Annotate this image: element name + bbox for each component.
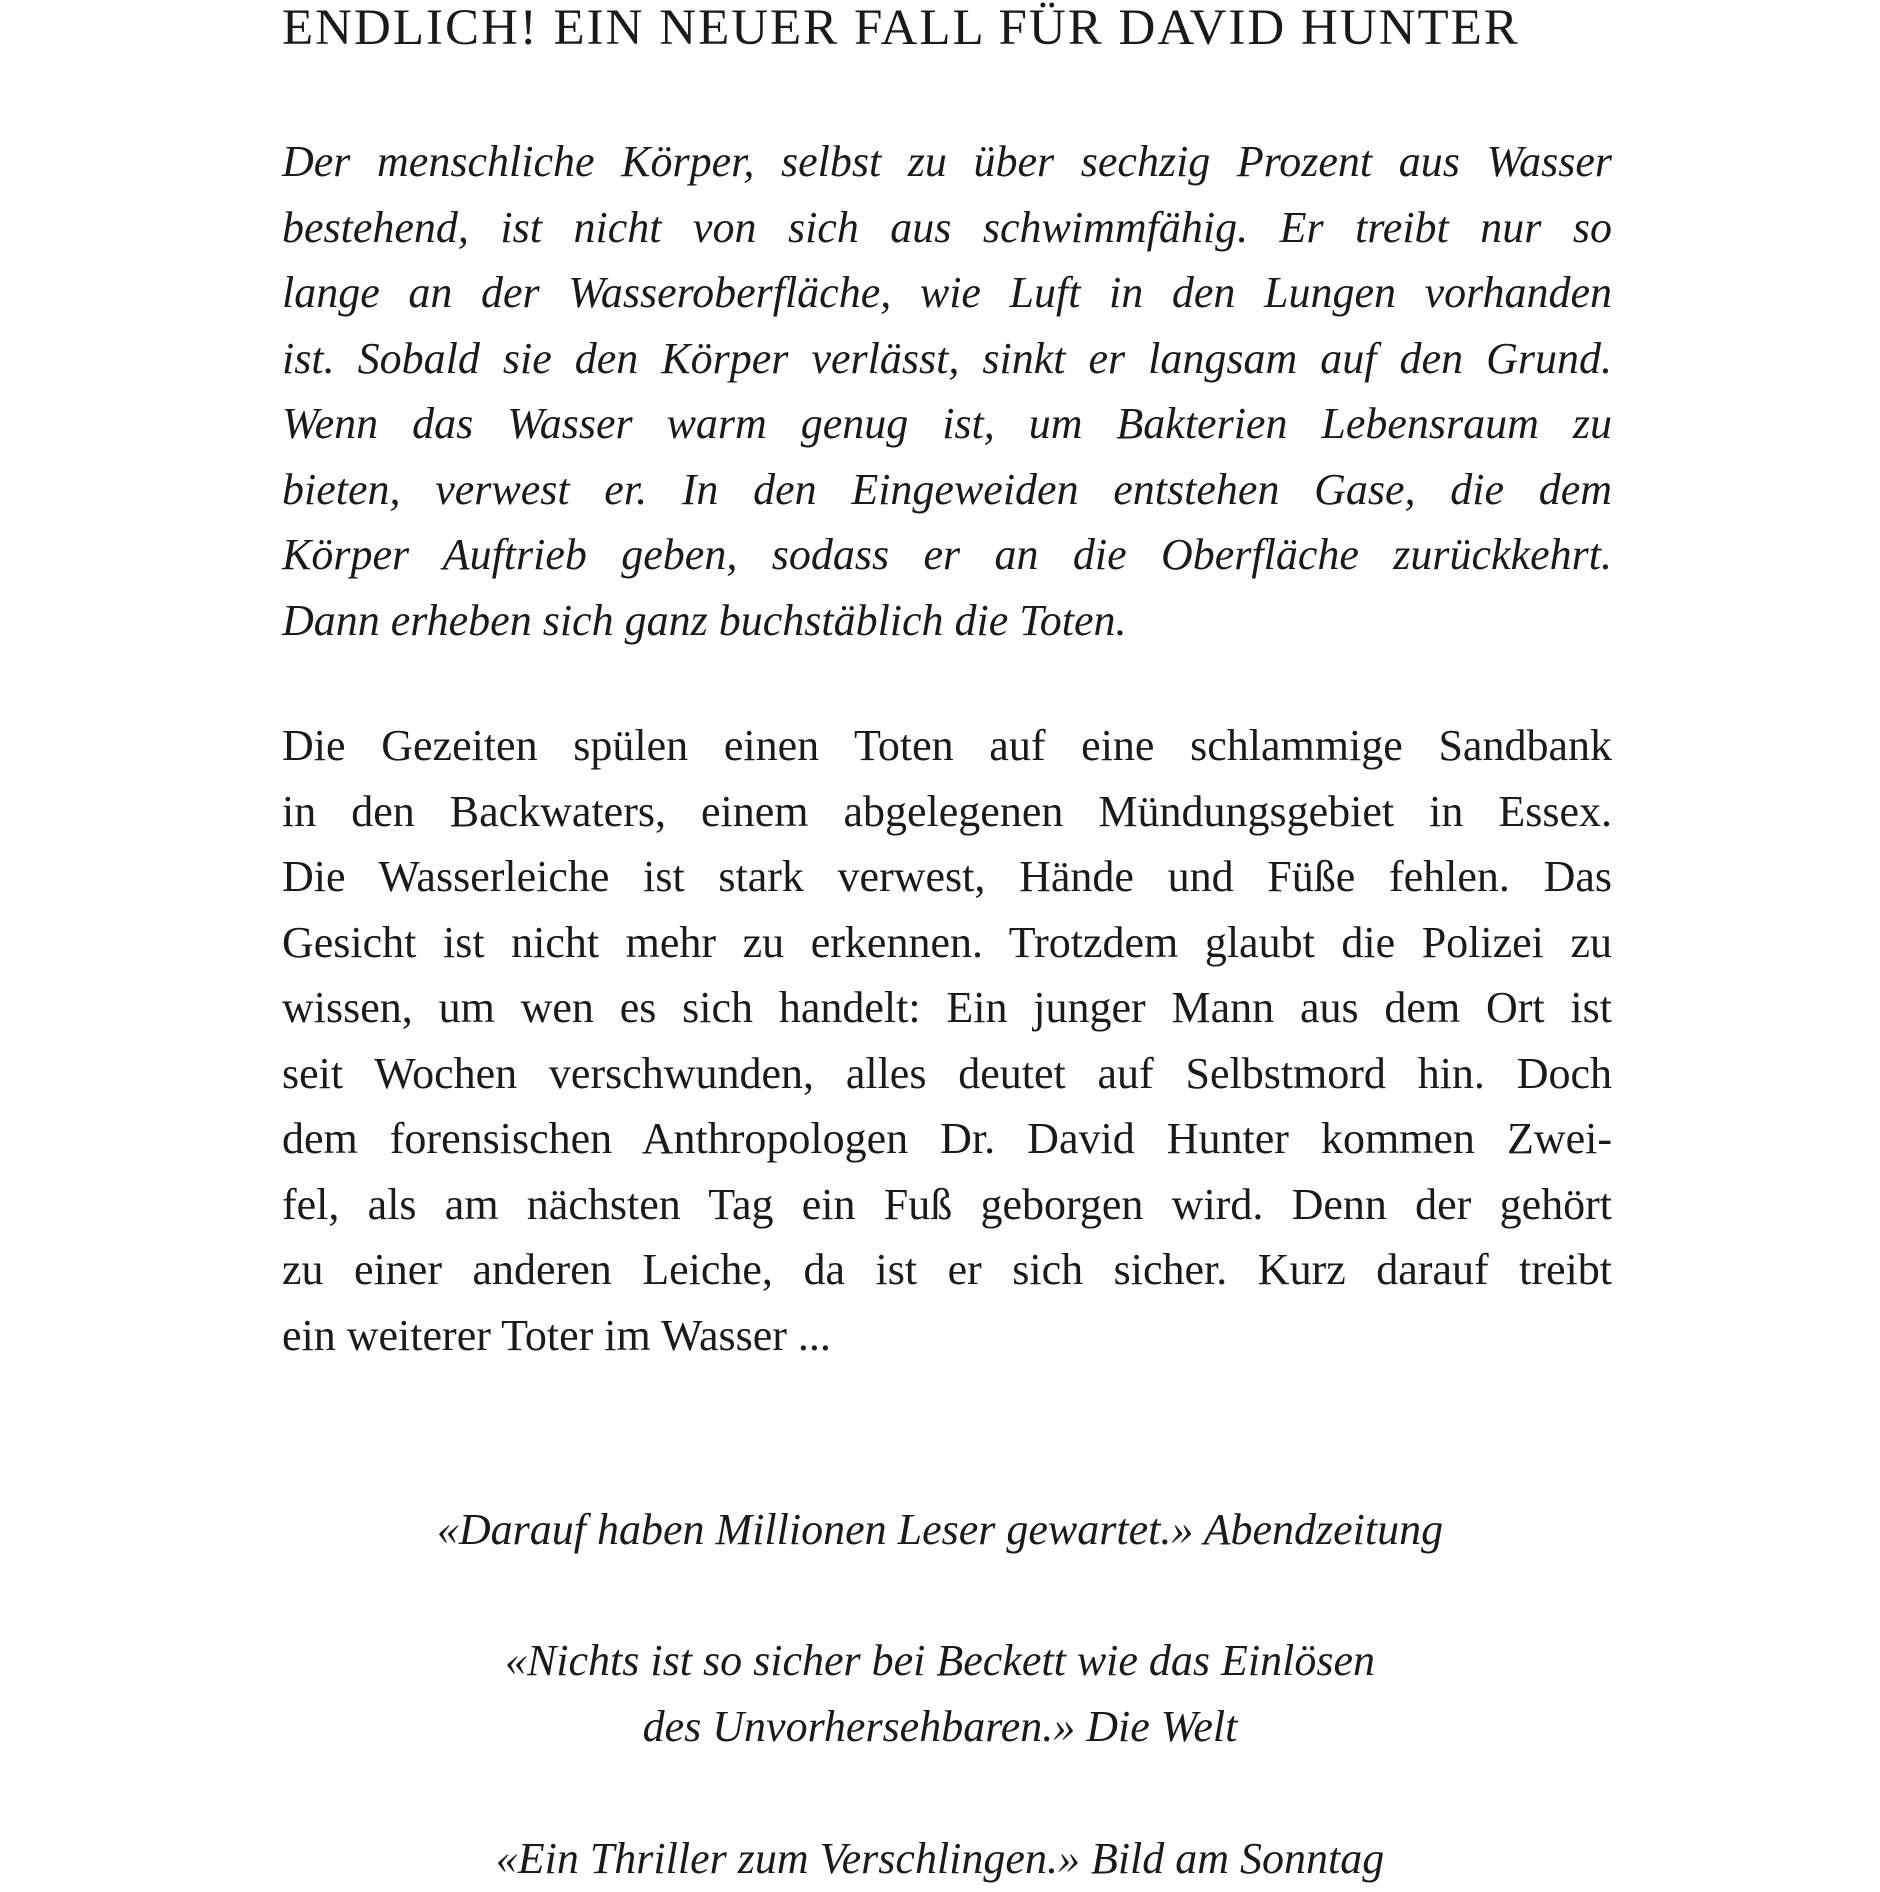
summary-line: wissen, um wen es sich handelt: Ein junger Mann aus dem Ort ist [282,983,1612,1032]
intro-line: Körper Auftrieb geben, sodass er an die Oberfläche zurückkehrt. [282,530,1612,579]
review-quote-abendzeitung [0,1497,1880,1563]
summary-line: in den Backwaters, einem abgelegenen Mündungsgebiet in Essex. [282,786,1612,836]
summary-line: zu einer anderen Leiche, da ist er sich sicher. Kurz darauf treibt [282,1245,1612,1294]
quote-line: «Darauf haben Millionen Leser gewartet.» Abendzeitung [436,1505,1444,1554]
summary-line: Gesicht ist nicht mehr zu erkennen. Trotzdem glaubt die Polizei zu [282,917,1612,967]
intro-line: bestehend, ist nicht von sich aus schwimmfähig. Er treibt nur so [282,202,1612,252]
summary-line: fel, als am nächsten Tag ein Fuß geborgen wird. Denn der gehört [282,1179,1612,1229]
summary-line: seit Wochen verschwunden, alles deutet auf Selbstmord hin. Doch [282,1048,1612,1098]
quote-line: «Ein Thriller zum Verschlingen.» Bild am Sonntag [495,1834,1385,1883]
quote-line: des Unvorhersehbaren.» Die Welt [642,1702,1238,1751]
intro-line: Dann erheben sich ganz buchstäblich die Toten. [282,595,1127,645]
intro-line: bieten, verwest er. In den Eingeweiden entstehen Gase, die dem [282,464,1612,514]
review-quote-bild-am-sonntag [0,1826,1880,1892]
review-quote-die-welt [0,1628,1880,1760]
intro-line: ist. Sobald sie den Körper verlässt, sinkt er langsam auf den Grund. [282,333,1612,383]
summary-line: Die Wasserleiche ist stark verwest, Hände und Füße fehlen. Das [282,852,1612,901]
headline: ENDLICH! EIN NEUER FALL FÜR DAVID HUNTER [282,0,1520,56]
intro-line: Der menschliche Körper, selbst zu über sechzig Prozent aus Wasser [282,137,1612,186]
intro-line: lange an der Wasseroberfläche, wie Luft in den Lungen vorhanden [282,268,1612,317]
summary-line: dem forensischen Anthropologen Dr. David Hunter kommen Zwei- [282,1114,1612,1163]
summary-paragraph [282,713,1612,1368]
summary-line: Die Gezeiten spülen einen Toten auf eine schlammige Sandbank [282,721,1612,770]
intro-line: Wenn das Wasser warm genug ist, um Bakterien Lebensraum zu [282,399,1612,448]
summary-line: ein weiterer Toter im Wasser ... [282,1310,831,1360]
intro-paragraph [282,129,1612,653]
quote-line: «Nichts ist so sicher bei Beckett wie das Einlösen [504,1636,1376,1685]
